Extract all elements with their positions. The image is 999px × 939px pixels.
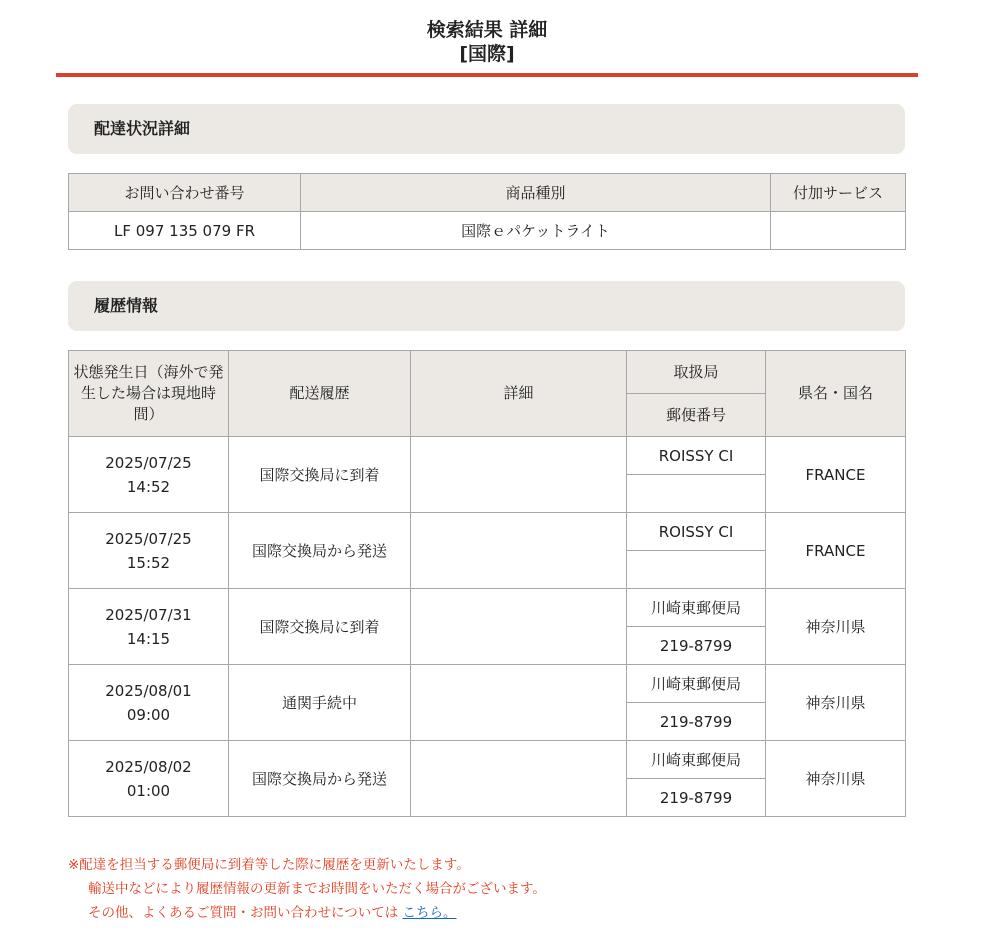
history-date: 2025/07/25 15:52 (69, 513, 229, 589)
faq-link[interactable]: こちら。 (402, 905, 457, 921)
history-postal-code: 219-8799 (627, 703, 766, 741)
history-postal-code (627, 551, 766, 589)
table-row (69, 437, 906, 475)
history-office: ROISSY CI (627, 437, 766, 475)
history-date: 2025/07/25 14:52 (69, 437, 229, 513)
note-line-3 (68, 901, 546, 925)
history-office: 川崎東郵便局 (627, 665, 766, 703)
col-office: 取扱局 (627, 351, 766, 394)
history-region: 神奈川県 (766, 741, 906, 817)
history-detail (411, 589, 627, 665)
history-status: 国際交換局から発送 (229, 513, 411, 589)
col-detail: 詳細 (411, 351, 627, 437)
col-region: 県名・国名 (766, 351, 906, 437)
history-status: 国際交換局に到着 (229, 437, 411, 513)
history-postal-code: 219-8799 (627, 779, 766, 817)
history-office: ROISSY CI (627, 513, 766, 551)
title-divider (56, 73, 918, 77)
product-type: 国際ｅパケットライト (301, 212, 771, 250)
history-detail (411, 741, 627, 817)
history-table (68, 350, 906, 817)
note-line-2: 輸送中などにより履歴情報の更新までお時間をいただく場合がございます。 (88, 881, 546, 897)
table-row (69, 212, 906, 250)
history-region: 神奈川県 (766, 589, 906, 665)
history-detail (411, 665, 627, 741)
history-detail (411, 513, 627, 589)
col-tracking-number: お問い合わせ番号 (69, 174, 301, 212)
history-region: FRANCE (766, 437, 906, 513)
history-office: 川崎東郵便局 (627, 589, 766, 627)
history-date: 2025/08/01 09:00 (69, 665, 229, 741)
table-row (69, 589, 906, 627)
history-date: 2025/08/02 01:00 (69, 741, 229, 817)
additional-service (771, 212, 906, 250)
table-row (69, 513, 906, 551)
note-line-3-text: その他、よくあるご質問・お問い合わせについては (88, 905, 399, 921)
history-heading: 履歴情報 (68, 281, 905, 331)
history-region: 神奈川県 (766, 665, 906, 741)
col-history: 配送履歴 (229, 351, 411, 437)
table-header-row (69, 174, 906, 212)
history-office: 川崎東郵便局 (627, 741, 766, 779)
page-title-main: 検索結果 詳細 (426, 19, 548, 41)
history-detail (411, 437, 627, 513)
note-line-1: ※配達を担当する郵便局に到着等した際に履歴を更新いたします。 (68, 857, 470, 873)
history-date: 2025/07/31 14:15 (69, 589, 229, 665)
page-title (0, 18, 974, 66)
history-status: 国際交換局に到着 (229, 589, 411, 665)
history-status: 通関手続中 (229, 665, 411, 741)
col-product-type: 商品種別 (301, 174, 771, 212)
history-postal-code: 219-8799 (627, 627, 766, 665)
delivery-status-heading: 配達状況詳細 (68, 104, 905, 154)
history-region: FRANCE (766, 513, 906, 589)
col-date: 状態発生日（海外で発生した場合は現地時間） (69, 351, 229, 437)
col-postal-code: 郵便番号 (627, 394, 766, 437)
page-title-sub: [国際] (459, 43, 515, 65)
col-additional-service: 付加サービス (771, 174, 906, 212)
delivery-summary-table (68, 173, 906, 250)
table-row (69, 665, 906, 703)
table-row (69, 741, 906, 779)
tracking-number: LF 097 135 079 FR (69, 212, 301, 250)
history-status: 国際交換局から発送 (229, 741, 411, 817)
history-postal-code (627, 475, 766, 513)
notes (68, 853, 546, 925)
